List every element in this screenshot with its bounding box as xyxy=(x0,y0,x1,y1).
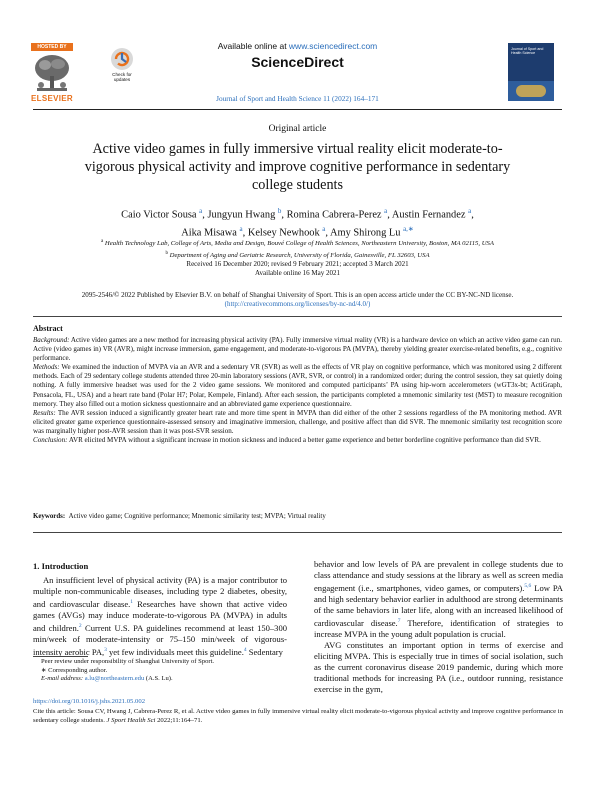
citation-ref[interactable]: 4 xyxy=(243,646,247,653)
abstract-results xyxy=(33,409,562,436)
text-run: Low PA and high sedentary behavior earlier in adulthood are strong determinants of the same behaviors in later life, along with an increased likelihood of cardiovascular disease. xyxy=(314,582,563,628)
author-affil-mark[interactable]: a xyxy=(239,225,243,234)
sciencedirect-logo: ScienceDirect xyxy=(251,54,344,70)
cover-title: Journal of Sport and Health Science xyxy=(511,47,544,56)
author-affil-mark[interactable]: a xyxy=(322,225,326,234)
methods-label: Methods: xyxy=(33,363,60,372)
author-affil-mark[interactable]: b xyxy=(277,207,282,215)
keywords-text: Active video game; Cognitive performance; Mnemonic similarity test; MVPA; Virtual reality xyxy=(68,513,326,520)
abstract-background xyxy=(33,336,562,363)
license-text: 2095-2546/© 2022 Published by Elsevier B.V. on behalf of Shanghai University of Sport. This is an open access article under the CC BY-NC-ND license. xyxy=(81,291,514,299)
author-affil-mark[interactable]: a xyxy=(468,207,472,215)
text-run: behavior and low levels of PA are prevalent in college students due to class attendance and study sessions at the library as well as screen media engagement (i.e., smartphones, video games, or computers). xyxy=(314,559,563,593)
license-link[interactable]: (http://creativecommons.org/licenses/by-nc-nd/4.0/) xyxy=(224,300,371,309)
intro-paragraph-1-continued xyxy=(314,559,563,640)
available-prefix: Available online at xyxy=(217,41,289,51)
email-link[interactable]: a.lu@northeastern.edu xyxy=(84,675,145,683)
license-statement xyxy=(40,291,555,309)
journal-cover-thumbnail[interactable] xyxy=(508,43,554,101)
author-affil-mark[interactable]: a xyxy=(199,207,203,215)
keywords-label: Keywords: xyxy=(33,513,66,520)
author-list xyxy=(55,204,540,241)
elsevier-wordmark: ELSEVIER xyxy=(31,94,73,103)
abstract-top-divider xyxy=(33,316,562,317)
citation-ref[interactable]: 1 xyxy=(130,599,134,606)
affiliation-b xyxy=(40,249,555,261)
right-column xyxy=(314,559,563,695)
author-name[interactable]: Kelsey Newhook xyxy=(247,227,320,239)
author-name[interactable]: Amy Shirong Lu xyxy=(330,227,401,239)
article-dates xyxy=(0,260,595,278)
affiliation-mark: b xyxy=(165,250,168,256)
available-online xyxy=(180,41,415,51)
results-label: Results: xyxy=(33,408,56,417)
citation-ref[interactable]: 7 xyxy=(397,618,401,625)
online-date: Available online 16 May 2021 xyxy=(254,269,341,277)
hosted-by-label: HOSTED BY xyxy=(31,43,73,51)
author-line-1: Caio Victor Sousa $^a$, Jungyun Hwang $^b$, Romina Cabrera-Perez $^a$, Austin Fernandez $^a$, xyxy=(121,207,474,221)
author-name[interactable]: Aika Misawa xyxy=(181,227,237,239)
article-type: Original article xyxy=(268,124,327,134)
intro-paragraph-1 xyxy=(33,575,287,658)
text-run: Therefore, identification of strategies to increase MVPA in the young adult population is crucial. xyxy=(314,617,563,639)
header-divider xyxy=(33,109,562,110)
abstract-methods xyxy=(33,363,562,408)
author-name[interactable]: Caio Victor Sousa xyxy=(121,209,197,221)
citation-ref[interactable]: 3 xyxy=(104,646,107,653)
methods-text: We examined the induction of MVPA via an AVR and a sedentary VR (SVR) as well as the effects of VR play on cognitive performance, which was monitored using 2 different methods. Each of 29 sedentary college students attended three 20-min laboratory sessions (AVR, SVR, or control) in a randomized order; during the control session, they sat quietly doing nothing. A fully immersive headset was used for the 2 video game sessions. We monitored and computed participants’ PA using hip-worn accelerometers (wGT3x-bt; ActiGraph, Pensacola, FL, USA) and a heart rate band (Polar H7; Polar, Kempele, Finland). After each session, the participants completed a mnemonic similarity test (MST) to measure recognition memory. They also filled out a motion sickness questionnaire and an abbreviated game experience questionnaire. xyxy=(33,363,562,408)
author-affil-mark[interactable]: a,∗ xyxy=(403,225,414,234)
citation-line xyxy=(33,708,563,725)
author-line-2: Aika Misawa $^a$, Kelsey Newhook $^a$, Amy Shirong Lu $^{a,∗}$ xyxy=(181,225,414,239)
text-run: An insufficient level of physical activity (PA) is a major contributor to multiple non-communicable diseases, including type 2 diabetes, obesity, and cardiovascular disease. xyxy=(33,575,287,609)
background-text: Active video games are a new method for increasing physical activity (PA). Fully immersive virtual reality (VR) is a hardware device on which an active video game can run. Active (video games in) VR (AVR), might increase immersion, game engagement, and moderate-to-vigorous PA (MVPA), thereby yielding greater exercise-related benefits, e.g., cognitive performance. xyxy=(33,336,562,363)
received-dates: Received 16 December 2020; revised 9 February 2021; accepted 3 March 2021 xyxy=(186,260,409,268)
affiliation-a xyxy=(40,237,555,249)
abstract-heading: Abstract xyxy=(33,324,63,333)
journal-reference[interactable]: Journal of Sport and Health Science 11 (2022) 164–171 xyxy=(216,94,379,103)
affiliation-mark: a xyxy=(101,239,104,244)
keywords xyxy=(33,513,562,520)
abstract-bottom-divider xyxy=(33,532,562,533)
citation-suffix: 2022;11:164–71. xyxy=(155,716,203,724)
affiliations xyxy=(40,237,555,260)
conclusion-label: Conclusion: xyxy=(33,436,68,445)
corresponding-author-note: ∗ Corresponding author. xyxy=(41,666,108,674)
intro-paragraph-2: AVG constitutes an important option in terms of exercise and eliciting MVPA. This is especially true in times of social isolation, such as the current coronavirus disease 2019 pandemic, during which more traditional methods for increasing PA (i.e., outdoor running, resistance exercise in the gym, xyxy=(314,640,563,695)
text-run: yet few individuals meet this guideline. xyxy=(106,646,244,657)
sciencedirect-link[interactable]: www.sciencedirect.com xyxy=(288,41,378,51)
author-affil-mark[interactable]: a xyxy=(384,207,388,215)
author-name[interactable]: Romina Cabrera-Perez xyxy=(286,209,382,221)
author-name[interactable]: Jungyun Hwang xyxy=(207,209,276,221)
article-title: Active video games in fully immersive virtual reality elicit moderate-to-vigorous physical activity and improve cognitive performance in sedentary college students xyxy=(84,141,511,194)
email-note xyxy=(33,675,287,684)
text-run: Researches have shown that active video games (AVGs) may induce moderate-to-vigorous PA (MVPA) in adults and children. xyxy=(33,598,287,633)
elsevier-tree-logo xyxy=(31,52,73,94)
conclusion-text: AVR elicited MVPA without a significant increase in motion sickness and induced a better game experience and better borderline cognitive performance than did SVR. xyxy=(67,436,541,445)
email-label: E-mail address: xyxy=(41,675,84,683)
author-name[interactable]: Austin Fernandez xyxy=(391,209,466,221)
abstract-conclusion xyxy=(33,436,562,445)
peer-review-note: Peer review under responsibility of Shanghai University of Sport. xyxy=(41,658,215,665)
citation-ref[interactable]: 5,6 xyxy=(524,583,532,590)
results-text: The AVR session induced a significantly greater heart rate and more time spent in MVPA than did either of the other 2 sessions regardless of the PA monitoring method. AVR elicited greater game experience questionnaire-assessed sensory and imaginative immersion, challenge, and positive affect than did SVR. The mnemonic similarity test recognition score was marginally higher post-AVR session than it was post-SVR session. xyxy=(33,408,562,435)
citation-ref[interactable]: 2 xyxy=(78,623,82,630)
affiliation-text: Health Technology Lab, College of Arts, Media and Design, Bouvé College of Health Sciences, Northeastern University, Boston, MA 02115, USA xyxy=(104,240,494,248)
doi-link[interactable]: https://doi.org/10.1016/j.jshs.2021.05.002 xyxy=(33,698,146,705)
footnote-divider xyxy=(33,656,88,657)
left-column xyxy=(33,575,287,658)
footnotes xyxy=(33,658,287,684)
abstract-body xyxy=(33,336,562,445)
text-run: Current U.S. PA guidelines recommend at least 150–300 min/week of moderate-intensity or 75–150 min/week of vigorous-intensity aerobic PA, xyxy=(33,622,287,657)
affiliation-text: Department of Aging and Geriatric Research, University of Florida, Gainesville, FL 32603, USA xyxy=(169,251,430,259)
email-suffix: (A.S. Lu). xyxy=(144,675,173,683)
text-run: Sedentary xyxy=(246,646,283,657)
citation-prefix: Cite this article: Sousa CV, Hwang J, Cabrera-Perez R, et al. Active video games in fully immersive virtual reality elicit moderate-to-vigorous physical activity and improve cognitive performance in sedentary college students. xyxy=(33,708,563,724)
section-heading-introduction: 1. Introduction xyxy=(33,561,89,571)
citation-journal: J Sport Health Sci xyxy=(106,716,156,724)
check-for-updates-label: Check for updates xyxy=(112,72,132,82)
cover-graphic xyxy=(516,85,546,97)
background-label: Background: xyxy=(33,336,70,344)
